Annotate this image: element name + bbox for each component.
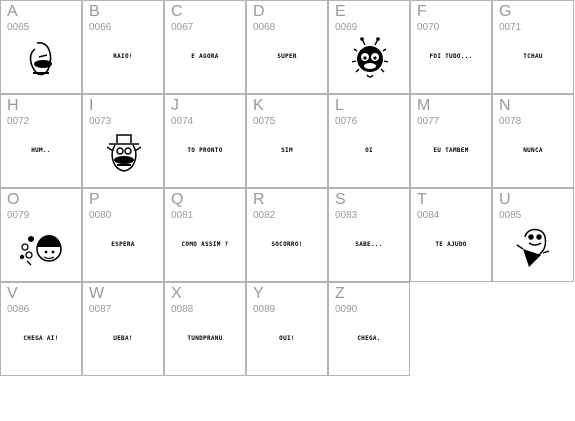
cell-letter: Y [253, 285, 264, 302]
cell-code: 0087 [89, 304, 112, 315]
glyph-sample-text: CHEGA. [357, 335, 381, 342]
glyph-sample-text: ESPERA [111, 241, 135, 248]
cell-letter: Q [171, 191, 184, 208]
cell-code: 0078 [499, 116, 522, 127]
cell-letter: X [171, 285, 182, 302]
cell-code: 0085 [499, 210, 522, 221]
bug-creature-icon [345, 37, 395, 81]
glyph-cell-q [164, 188, 246, 282]
cell-letter: K [253, 97, 264, 114]
glyph-sample-text: EU TAMBÉM [433, 147, 469, 154]
glyph-cell-h [0, 94, 82, 188]
glyph-cell-g [492, 0, 574, 94]
cell-code: 0081 [171, 210, 194, 221]
glyph-cell-a [0, 0, 82, 94]
glyph-sample-text: TÔ PRONTO [187, 147, 223, 154]
glyph-cell-c [164, 0, 246, 94]
glyph-sample-text: SOCORRO! [271, 241, 303, 248]
face-with-tongue-icon [17, 37, 67, 81]
cell-letter: N [499, 97, 511, 114]
cell-code: 0069 [335, 22, 358, 33]
glyph-sample-text: OI [365, 147, 373, 154]
cell-code: 0083 [335, 210, 358, 221]
glyph-sample-text: SABE... [355, 241, 383, 248]
cell-code: 0076 [335, 116, 358, 127]
cell-code: 0072 [7, 116, 30, 127]
glyph-sample-text: NUNCA [523, 147, 543, 154]
glyph-cell-y [246, 282, 328, 376]
glyph-cell-u [492, 188, 574, 282]
cell-letter: P [89, 191, 100, 208]
cell-letter: W [89, 285, 105, 302]
cell-code: 0074 [171, 116, 194, 127]
glyph-sample-text: COMO ASSIM ? [181, 241, 229, 248]
glyph-sample-text: SUPER [277, 53, 297, 60]
cell-code: 0068 [253, 22, 276, 33]
glyph-cell-f [410, 0, 492, 94]
cell-letter: E [335, 3, 346, 20]
glyph-cell-x [164, 282, 246, 376]
cell-code: 0080 [89, 210, 112, 221]
cell-letter: G [499, 3, 512, 20]
glyph-sample-text: SIM [281, 147, 293, 154]
glyph-cell-p [82, 188, 164, 282]
cell-letter: C [171, 3, 183, 20]
glyph-sample-text: E AGORA [191, 53, 219, 60]
cell-code: 0084 [417, 210, 440, 221]
glyph-cell-o [0, 188, 82, 282]
glyph-cell-d [246, 0, 328, 94]
glyph-cell-t [410, 188, 492, 282]
cell-letter: O [7, 191, 20, 208]
glyph-sample-text: RAIO! [113, 53, 133, 60]
glyph-cell-r [246, 188, 328, 282]
cell-code: 0077 [417, 116, 440, 127]
glyph-cell-m [410, 94, 492, 188]
glyph-cell-z [328, 282, 410, 376]
cell-code: 0088 [171, 304, 194, 315]
glyph-sample-text: CHEGA AÍ! [23, 335, 59, 342]
cell-letter: R [253, 191, 265, 208]
glyph-sample-text: TUNDPRANU [187, 335, 223, 342]
cell-letter: S [335, 191, 346, 208]
glyph-sample-text: TE AJUDO [435, 241, 467, 248]
cell-letter: L [335, 97, 344, 114]
cell-code: 0082 [253, 210, 276, 221]
glyph-sample-text: FOI TUDO... [429, 53, 473, 60]
glyph-cell-i [82, 94, 164, 188]
glyph-sample-text: UEBA! [113, 335, 133, 342]
glyph-cell-b [82, 0, 164, 94]
cell-letter: B [89, 3, 100, 20]
glyph-cell-e [328, 0, 410, 94]
cell-code: 0073 [89, 116, 112, 127]
cell-letter: J [171, 97, 179, 114]
juggling-face-icon [17, 225, 67, 269]
cell-letter: A [7, 3, 18, 20]
glyph-cell-s [328, 188, 410, 282]
cell-letter: M [417, 97, 431, 114]
cell-letter: D [253, 3, 265, 20]
glyph-cell-n [492, 94, 574, 188]
glyph-cell-l [328, 94, 410, 188]
cell-code: 0070 [417, 22, 440, 33]
cell-letter: I [89, 97, 94, 114]
hat-character-icon [99, 131, 149, 175]
cell-letter: F [417, 3, 427, 20]
cell-code: 0066 [89, 22, 112, 33]
cell-code: 0065 [7, 22, 30, 33]
cell-letter: V [7, 285, 18, 302]
glyph-cell-k [246, 94, 328, 188]
glyph-sample-text: HUM.. [31, 147, 51, 154]
glyph-sample-text: OUI! [279, 335, 295, 342]
cell-letter: H [7, 97, 19, 114]
cell-letter: U [499, 191, 511, 208]
cell-letter: Z [335, 285, 345, 302]
cell-code: 0089 [253, 304, 276, 315]
cell-code: 0075 [253, 116, 276, 127]
glyph-sample-text: TCHAU [523, 53, 543, 60]
cell-code: 0086 [7, 304, 30, 315]
glyph-cell-j [164, 94, 246, 188]
glyph-cell-w [82, 282, 164, 376]
cell-code: 0071 [499, 22, 522, 33]
cell-letter: T [417, 191, 427, 208]
glyph-cell-v [0, 282, 82, 376]
cell-code: 0079 [7, 210, 30, 221]
ghost-face-icon [509, 225, 559, 269]
cell-code: 0090 [335, 304, 358, 315]
cell-code: 0067 [171, 22, 194, 33]
